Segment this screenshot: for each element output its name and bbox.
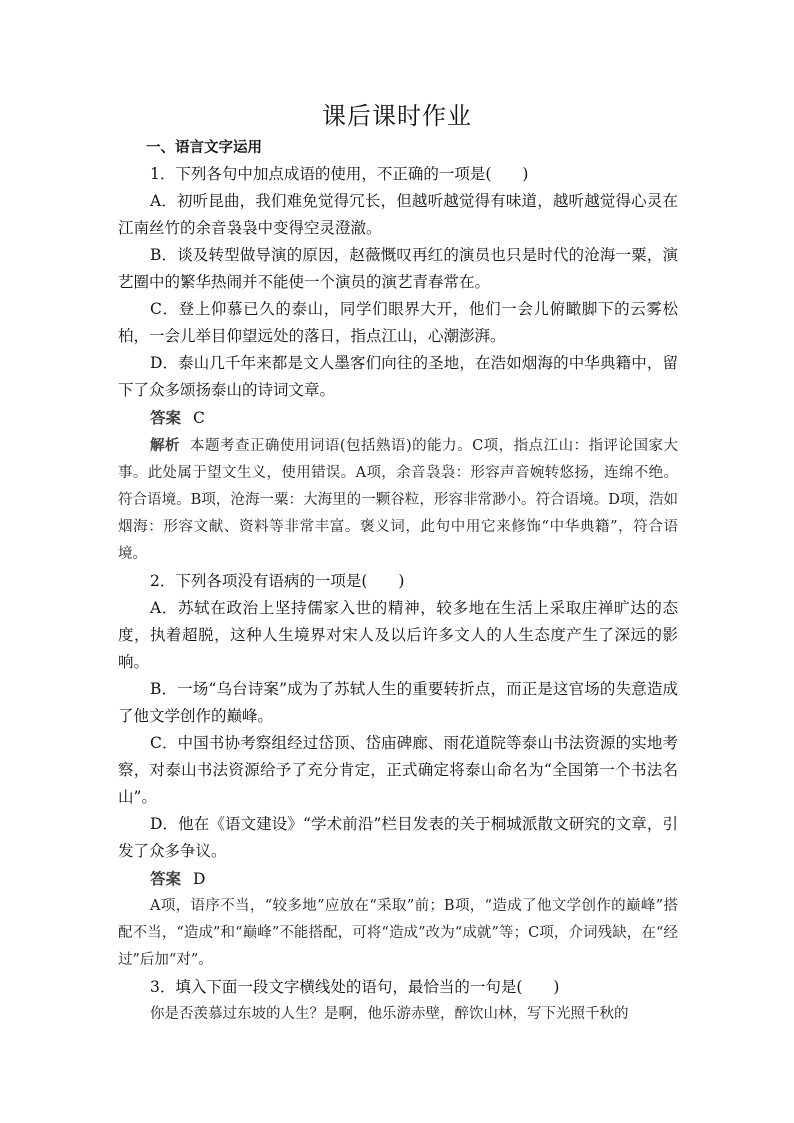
answer-value: C (193, 409, 205, 427)
question-2-explanation (118, 893, 678, 974)
question-2-option-d: D．他在《语文建设》“学术前沿”栏目发表的关于桐城派散文研究的文章，引发了众多争议。 (118, 815, 678, 860)
explanation-text: 本题考查正确使用词语(包括熟语)的能力。C项，指点江山：指评论国家大事。此处属于望文生义，使用错误。A项，余音袅袅：形容声音婉转悠扬，连绵不绝。符合语境。B项，沧海一粟：大海里的一颗谷粒，形容非常渺小。符合语境。D项，浩如烟海：形容文献、资料等非常丰富。褒义词，此句中用它来修饰“中华典籍”，符合语境。 (118, 438, 679, 562)
question-1-option-a: A．初听昆曲，我们难免觉得冗长，但越听越觉得有味道，越听越觉得心灵在江南丝竹的余音袅袅中变得空灵澄澈。 (118, 192, 678, 237)
question-1-stem: 1．下列各句中加点成语的使用，不正确的一项是( ) (150, 165, 529, 183)
question-3-passage: 你是否羡慕过东坡的人生？是啊，他乐游赤壁，醉饮山林，写下光照千秋的 (150, 1006, 629, 1022)
question-1-option-d: D．泰山几千年来都是文人墨客们向往的圣地，在浩如烟海的中华典籍中，留下了众多颂扬泰山的诗词文章。 (118, 354, 678, 399)
question-1-explanation (118, 432, 678, 568)
question-2-answer (118, 865, 678, 893)
document-body (118, 134, 678, 1028)
explanation-text: A项，语序不当，“较多地”应放在“采取”前；B项，“造成了他文学创作的巅峰”搭配不当，“造成”和“巅峰”不能搭配，可将“造成”改为“成就”等；C项，介词残缺，在“经过”后加“对”。 (118, 898, 678, 968)
answer-value: D (193, 870, 206, 888)
question-2-stem: 2．下列各项没有语病的一项是( ) (150, 572, 405, 590)
question-2-option-b: B．一场“乌台诗案”成为了苏轼人生的重要转折点，而正是这官场的失意造成了他文学创作的巅峰。 (118, 680, 678, 725)
question-1-answer (118, 404, 678, 432)
answer-label: 答案 (150, 869, 182, 888)
page-title: 课后课时作业 (322, 102, 472, 130)
section-heading: 一、语言文字运用 (146, 139, 262, 156)
question-1-option-b: B．谈及转型做导演的原因，赵薇慨叹再红的演员也只是时代的沧海一粟，演艺圈中的繁华热闹并不能使一个演员的演艺青春常在。 (118, 246, 678, 291)
question-2-option-c: C．中国书协考察组经过岱顶、岱庙碑廊、雨花道院等泰山书法资源的实地考察，对泰山书法资源给予了充分肯定，正式确定将泰山命名为“全国第一个书法名山”。 (118, 734, 678, 806)
question-3-stem: 3．填入下面一段文字横线处的语句，最恰当的一句是( ) (150, 978, 560, 996)
question-2-option-a: A．苏轼在政治上坚持儒家入世的精神，较多地在生活上采取庄禅旷达的态度，执着超脱，这种人生境界对宋人及以后许多文人的人生态度产生了深远的影响。 (118, 599, 678, 671)
question-1-option-c: C．登上仰慕已久的泰山，同学们眼界大开，他们一会儿俯瞰脚下的云雾松柏，一会儿举目仰望远处的落日，指点江山，心潮澎湃。 (118, 300, 678, 345)
explanation-label: 解析 (150, 437, 180, 454)
answer-label: 答案 (150, 408, 182, 427)
